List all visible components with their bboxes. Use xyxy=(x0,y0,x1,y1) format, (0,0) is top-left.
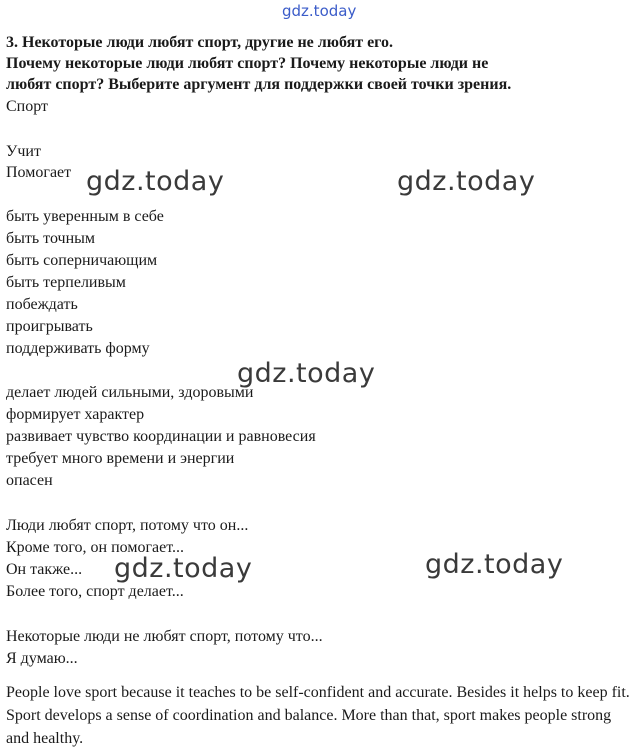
effect-item: делает людей сильными, здоровыми xyxy=(6,384,254,401)
phrase-item: Кроме того, он помогает... xyxy=(6,539,185,556)
watermark: gdz.today xyxy=(425,549,564,580)
answer-paragraph: People love sport because it teaches to be self-confident and accurate. Besides it helps to keep fit. Sport develops a sense of coordination and balance. More than that, sport makes people strong and healthy. xyxy=(6,684,630,747)
effect-item: требует много времени и энергии xyxy=(6,450,235,467)
phrase-item: Более того, спорт делает... xyxy=(6,583,184,600)
task-line-1: 3. Некоторые люди любят спорт, другие не любят его. xyxy=(6,34,394,51)
watermark: gdz.today xyxy=(397,166,536,197)
section-heading: Спорт xyxy=(6,98,49,115)
phrase-item: Он также... xyxy=(6,561,83,578)
opinion-item: Я думаю... xyxy=(6,650,78,667)
watermark-top: gdz.today xyxy=(282,2,357,20)
watermark: gdz.today xyxy=(237,358,376,389)
skill-item: быть соперничающим xyxy=(6,252,158,269)
task-line-2: Почему некоторые люди любят спорт? Почему некоторые люди не xyxy=(6,55,489,72)
skill-item: быть уверенным в себе xyxy=(6,208,164,225)
verb-item: Помогает xyxy=(6,164,72,181)
watermark: gdz.today xyxy=(114,553,253,584)
verb-item: Учит xyxy=(6,143,41,160)
skill-item: поддерживать форму xyxy=(6,340,150,357)
watermark: gdz.today xyxy=(86,166,225,197)
phrase-item: Люди любят спорт, потому что он... xyxy=(6,517,249,534)
opinion-item: Некоторые люди не любят спорт, потому что... xyxy=(6,628,323,645)
effect-item: опасен xyxy=(6,472,53,489)
skill-item: быть точным xyxy=(6,230,96,247)
skill-item: проигрывать xyxy=(6,318,93,335)
skill-item: побеждать xyxy=(6,296,78,313)
effect-item: развивает чувство координации и равновесия xyxy=(6,428,316,445)
effect-item: формирует характер xyxy=(6,406,145,423)
skill-item: быть терпеливым xyxy=(6,274,126,291)
task-line-3: любят спорт? Выберите аргумент для поддержки своей точки зрения. xyxy=(6,76,512,93)
